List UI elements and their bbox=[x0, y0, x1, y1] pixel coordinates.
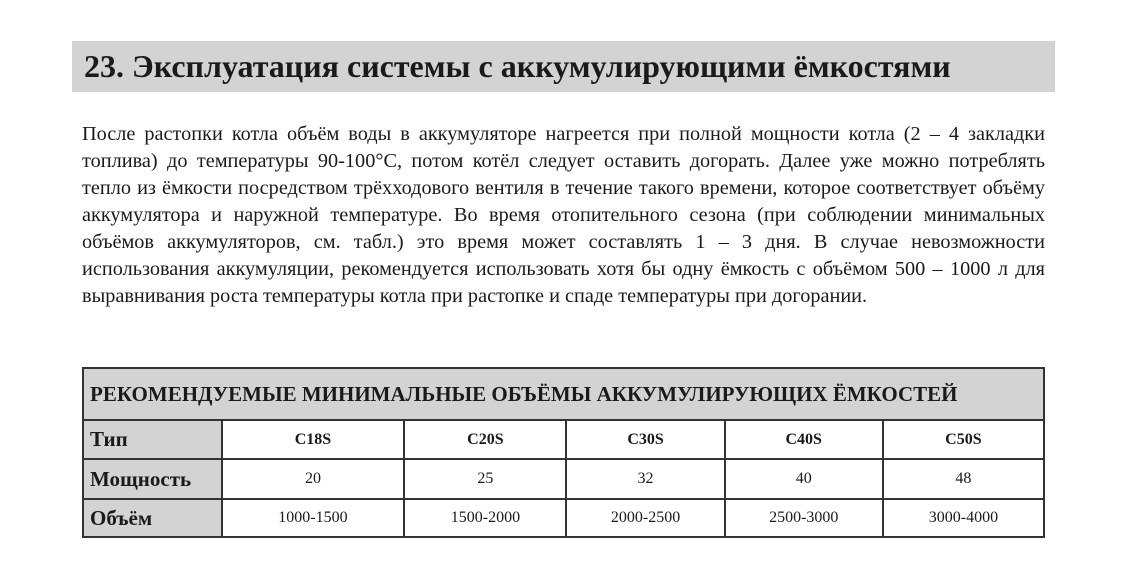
table-cell: 1500-2000 bbox=[404, 499, 566, 537]
table-cell: C30S bbox=[566, 420, 724, 459]
table-caption-row bbox=[83, 368, 1044, 420]
table-cell: 40 bbox=[725, 459, 883, 499]
recommended-volumes-table bbox=[82, 367, 1045, 538]
row-label-type: Тип bbox=[83, 420, 222, 459]
body-paragraph: После растопки котла объём воды в аккумуляторе нагреется при полной мощности котла (2 – 4 закладки топлива) до температуры 90-100°С, потом котёл следует оставить догорать. Далее уже можно потреблять тепло из ёмкости посредством трёхходового вентиля в течение такого времени, которое соответствует объёму аккумулятора и наружной температуре. Во время отопительного сезона (при соблюдении минимальных объёмов аккумуляторов, см. табл.) это время может составлять 1 – 3 дня. В случае невозможности использования аккумуляции, рекомендуется использовать хотя бы одну ёмкость с объёмом 500 – 1000 л для выравнивания роста температуры котла при растопке и спаде температуры при догорании. bbox=[82, 123, 1045, 307]
section-heading-bar bbox=[72, 41, 1055, 92]
row-label-power: Мощность bbox=[83, 459, 222, 499]
table-cell: 25 bbox=[404, 459, 566, 499]
table-caption: РЕКОМЕНДУЕМЫЕ МИНИМАЛЬНЫЕ ОБЪЁМЫ АККУМУЛИРУЮЩИХ ЁМКОСТЕЙ bbox=[83, 368, 1044, 420]
row-label-volume: Объём bbox=[83, 499, 222, 537]
table-cell: C20S bbox=[404, 420, 566, 459]
table-cell: C40S bbox=[725, 420, 883, 459]
table-cell: C50S bbox=[883, 420, 1044, 459]
table-cell: 32 bbox=[566, 459, 724, 499]
table-cell: 3000-4000 bbox=[883, 499, 1044, 537]
section-title: 23. Эксплуатация системы с аккумулирующими ёмкостями bbox=[84, 48, 951, 84]
table-row-volume bbox=[83, 499, 1044, 537]
table-cell: 1000-1500 bbox=[222, 499, 405, 537]
table-cell: C18S bbox=[222, 420, 405, 459]
table-cell: 20 bbox=[222, 459, 405, 499]
table-cell: 48 bbox=[883, 459, 1044, 499]
table-row-power bbox=[83, 459, 1044, 499]
table-row-type bbox=[83, 420, 1044, 459]
table-cell: 2000-2500 bbox=[566, 499, 724, 537]
table-cell: 2500-3000 bbox=[725, 499, 883, 537]
